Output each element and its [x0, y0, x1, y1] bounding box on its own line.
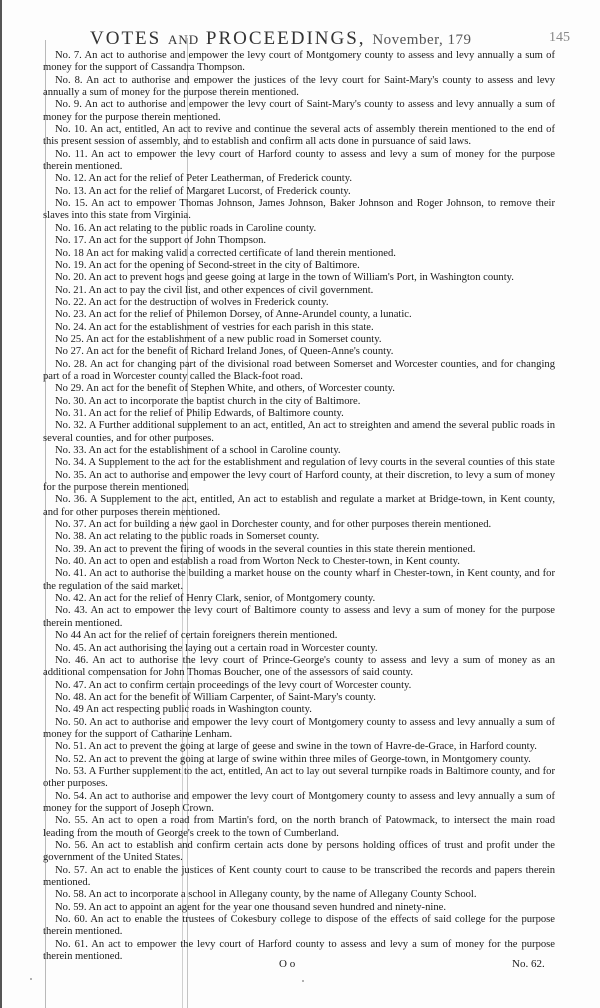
title-votes: VOTES	[90, 28, 162, 49]
act-entry: No. 45. An act authorising the laying out a certain road in Worcester county.	[55, 642, 378, 654]
act-entry: No. 42. An act for the relief of Henry Clark, senior, of Montgomery county.	[55, 593, 376, 605]
act-entry: No. 10. An act, entitled, An act to revive and continue the several acts of assembly therein mentioned to the end of this present session of assembly, and to establish and confirm all acts done in pursuance of said laws.	[43, 124, 555, 148]
act-entry: No. 37. An act for building a new gaol in Dorchester county, and for other purposes therein mentioned.	[55, 519, 492, 531]
act-entry: No. 11. An act to empower the levy court of Harford county to assess and levy a sum of money for the purpose therein mentioned.	[43, 148, 555, 173]
act-entry: No. 19. An act for the opening of Second-street in the city of Baltimore.	[55, 259, 360, 271]
act-entry: No. 9. An act to authorise and empower the levy court of Saint-Mary's county to assess and levy annually a sum of money for the purpose therein mentioned.	[43, 99, 555, 123]
scan-speck	[302, 980, 304, 982]
act-entry: No. 57. An act to enable the justices of Kent county court to cause to be transcribed the records and papers therein mentioned.	[43, 864, 555, 889]
act-entry: No. 54. An act to authorise and empower the levy court of Montgomery county to assess and levy annually a sum of money for the support of Joseph Crown.	[43, 790, 555, 814]
act-entry: No. 38. An act relating to the public roads in Somerset county.	[55, 531, 320, 543]
act-entry: No. 24. An act for the establishment of vestries for each parish in this state.	[55, 321, 374, 333]
act-entry: No. 30. An act to incorporate the baptist church in the city of Baltimore.	[55, 395, 361, 407]
act-entry: No. 21. An act to pay the civil list, and other expences of civil government.	[55, 284, 374, 296]
act-entry: No. 16. An act relating to the public roads in Caroline county.	[55, 222, 317, 234]
act-entry: No. 36. A Supplement to the act, entitled, An act to establish and regulate a market at Bridge-town, in Kent county, and for other purposes therein mentioned.	[43, 494, 555, 518]
act-entry: No. 48. An act for the benefit of William Carpenter, of Saint-Mary's county.	[55, 691, 376, 703]
act-entry: No. 43. An act to empower the levy court of Baltimore county to assess and levy a sum of money for the purpose therein mentioned.	[43, 605, 555, 629]
act-entry: No. 33. An act for the establishment of a school in Caroline county.	[55, 445, 341, 456]
act-entry: No. 39. An act to prevent the firing of woods in the several counties in this state therein mentioned.	[55, 543, 476, 555]
act-entry: No. 18 An act for making valid a corrected certificate of land therein mentioned.	[55, 247, 396, 259]
act-entry: No. 34. A Supplement to the act for the establishment and regulation of levy courts in the several counties of this state	[55, 457, 555, 469]
act-entry: No. 55. An act to open a road from Martin's ford, on the north branch of Patowmack, to intersect the main road leading from the mouth of George's creek to the town of Cumberland.	[43, 815, 555, 839]
scan-speck	[30, 978, 32, 980]
title-date: November, 179	[372, 32, 472, 48]
act-entry: No. 47. An act to confirm certain proceedings of the levy court of Worcester county.	[55, 679, 412, 691]
page-number: 145	[549, 30, 570, 45]
act-entry: No. 60. An act to enable the trustees of Cokesbury college to dispose of the effects of said college for the purpose therein mentioned.	[43, 914, 555, 938]
page-footer	[0, 958, 600, 974]
act-entry: No. 61. An act to empower the levy court of Harford county to assess and levy a sum of money for the purpose therein mentioned.	[43, 938, 555, 963]
act-entry: No. 46. An act to authorise the levy court of Prince-George's county to assess and levy a sum of money as an additional compensation for John Thomas Boucher, one of the assessors of said county.	[43, 654, 555, 679]
act-entry: No. 12. An act for the relief of Peter Leatherman, of Frederick county.	[55, 173, 353, 185]
act-entry: No 29. An act for the benefit of Stephen White, and others, of Worcester county.	[55, 383, 395, 395]
title-and: AND	[167, 32, 200, 47]
act-entry: No. 8. An act to authorise and empower the justices of the levy court for Saint-Mary's county to assess and levy annually a sum of money for the purpose therein mentioned.	[43, 74, 555, 99]
act-entry: No. 52. An act to prevent the going at large of swine within three miles of George-town, in Montgomery county.	[55, 753, 531, 765]
act-entry: No. 40. An act to open and establish a road from Worton Neck to Chester-town, in Kent county.	[55, 556, 460, 568]
act-entry: No. 22. An act for the destruction of wolves in Frederick county.	[55, 296, 329, 308]
act-entry: No. 28. An act for changing part of the divisional road between Somerset and Worcester counties, and for changing part of a road in Worcester county called the Black-foot road.	[43, 358, 555, 382]
catchword: No. 62.	[512, 958, 545, 970]
act-entry: No. 41. An act to authorise the building a market house on the county wharf in Chester-town, in Kent county, and for the regulation of the said market.	[43, 568, 555, 592]
act-entry: No 25. An act for the establishment of a new public road in Somerset county.	[55, 333, 382, 345]
act-entry: No. 53. A Further supplement to the act, entitled, An act to lay out several turnpike roads in Baltimore county, and for other purposes.	[43, 765, 555, 790]
act-entry: No 27. An act for the benefit of Richard Ireland Jones, of Queen-Anne's county.	[55, 346, 394, 358]
page-border	[0, 0, 2, 1008]
act-entry: No. 31. An act for the relief of Philip Edwards, of Baltimore county.	[55, 407, 344, 419]
act-entry: No. 35. An act to authorise and empower the levy court of Harford county, at their discretion, to levy a sum of money for the purpose therein mentioned.	[43, 469, 555, 494]
signature-mark: O o	[279, 958, 296, 970]
act-entry: No. 49 An act respecting public roads in Washington county.	[55, 704, 312, 716]
title-proceedings: PROCEEDINGS,	[205, 28, 366, 49]
acts-list	[43, 50, 555, 963]
act-entry: No. 23. An act for the relief of Philemon Dorsey, of Anne-Arundel county, a lunatic.	[55, 309, 412, 321]
act-entry: No. 56. An act to establish and confirm certain acts done by persons holding offices of trust and profit under the government of the United States.	[43, 840, 555, 864]
act-entry: No. 7. An act to authorise and empower the levy court of Montgomery county to assess and levy annually a sum of money for the support of Cassandra Thompson.	[43, 50, 555, 74]
act-entry: No. 51. An act to prevent the going at large of geese and swine in the town of Havre-de-Grace, in Harford county.	[55, 741, 537, 753]
act-entry: No. 17. An act for the support of John Thompson.	[55, 235, 267, 247]
act-entry: No. 20. An act to prevent hogs and geese going at large in the town of William's Port, in Washington county.	[55, 272, 514, 284]
act-entry: No. 32. A Further additional supplement to an act, entitled, An act to streighten and amend the several public roads in several counties, and for other purposes.	[43, 420, 555, 444]
act-entry: No. 58. An act to incorporate a school in Allegany county, by the name of Allegany County School.	[55, 889, 477, 901]
act-entry: No. 13. An act for the relief of Margaret Lucorst, of Frederick county.	[55, 185, 351, 197]
act-entry: No. 50. An act to authorise and empower the levy court of Montgomery county to assess and levy annually a sum of money for the support of Catharine Lenham.	[43, 716, 555, 740]
running-header	[90, 28, 595, 50]
act-entry: No 44 An act for the relief of certain foreigners therein mentioned.	[55, 630, 338, 642]
running-title	[90, 28, 472, 50]
act-entry: No. 15. An act to empower Thomas Johnson, James Johnson, Baker Johnson and Roger Johnson, to remove their slaves into this state from Virginia.	[43, 198, 555, 222]
act-entry: No. 59. An act to appoint an agent for the year one thousand seven hundred and ninety-nine.	[55, 901, 446, 913]
